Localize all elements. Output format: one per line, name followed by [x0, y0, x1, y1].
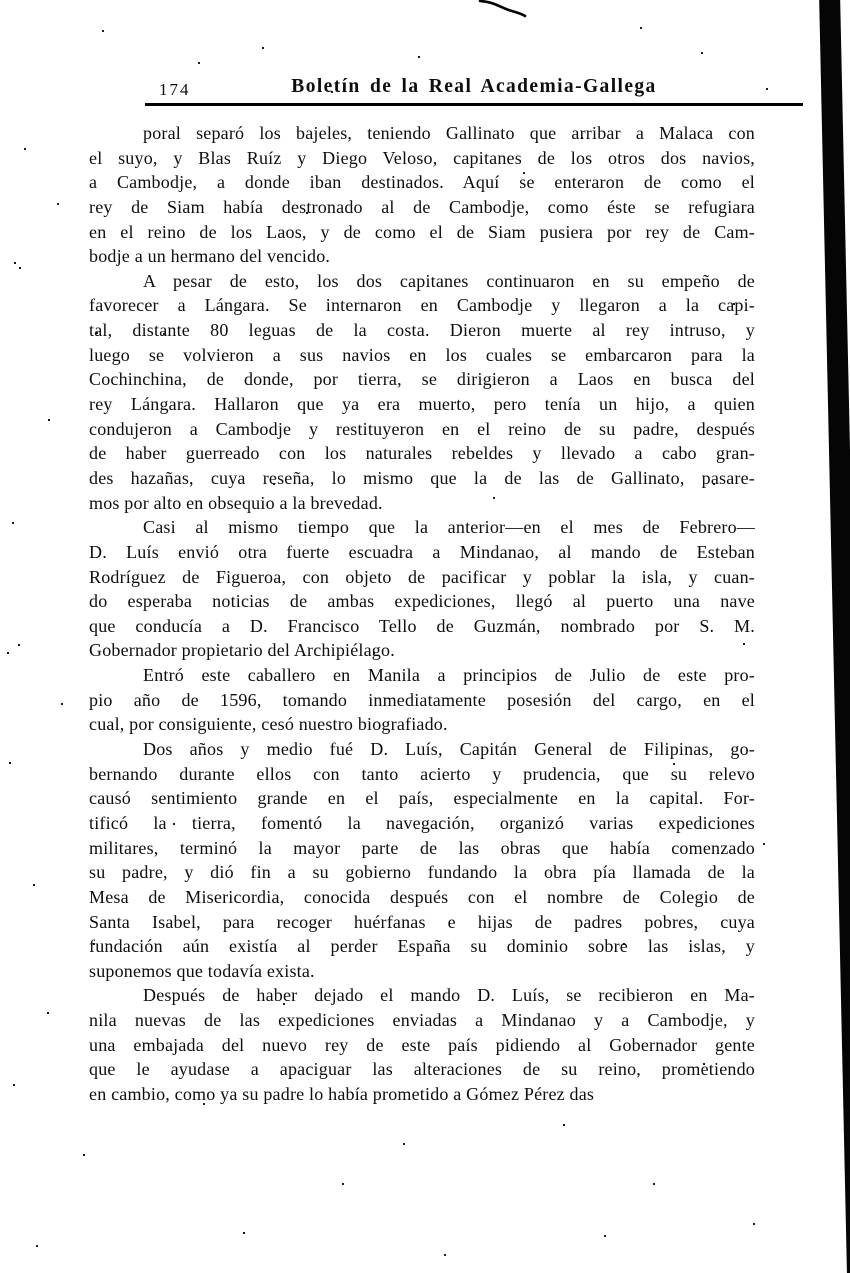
text-line: tal, distante 80 leguas de la costa. Dieron muerte al rey intruso, y [89, 320, 755, 341]
text-line: mos por alto en obsequio a la brevedad. [89, 492, 383, 513]
text-line: causó sentimiento grande en el país, especialmente en la capital. For- [89, 788, 755, 809]
page-body [89, 121, 755, 1107]
text-line: favorecer a Lángara. Se internaron en Cambodje y llegaron a la capi- [89, 295, 755, 316]
text-line: Casi al mismo tiempo que la anterior—en el mes de Febrero— [143, 517, 755, 538]
paragraph [89, 121, 755, 269]
text-line: pio año de 1596, tomando inmediatamente posesión del cargo, en el [89, 689, 755, 710]
page-number: 174 [159, 80, 191, 99]
text-line: tificó la tierra, fomentó la navegación, organizó varias expediciones [89, 812, 755, 833]
paragraph [89, 515, 755, 663]
text-line: suponemos que todavía exista. [89, 960, 315, 981]
binding-shadow [819, 0, 850, 1273]
text-line: que conducía a D. Francisco Tello de Guzmán, nombrado por S. M. [89, 615, 755, 636]
scan-noise-speckles [0, 0, 2, 2]
scan-scratch-mark-icon [478, 0, 528, 20]
header-rule [145, 103, 803, 106]
text-line: rey de Siam había destronado al de Cambodje, como éste se refugiara [89, 196, 755, 217]
text-line: que le ayudase a apaciguar las alteraciones de su reino, prometiendo [89, 1059, 755, 1080]
text-line: fundación aún existía al perder España su dominio sobre las islas, y [89, 936, 755, 957]
paragraph [89, 663, 755, 737]
text-line: A pesar de esto, los dos capitanes continuaron en su empeño de [143, 270, 755, 291]
text-line: de haber guerreado con los naturales rebeldes y llevado a cabo gran- [89, 443, 755, 464]
text-line: Mesa de Misericordia, conocida después con el nombre de Colegio de [89, 886, 755, 907]
text-line: luego se volvieron a sus navios en los cuales se embarcaron para la [89, 344, 755, 365]
paragraph [89, 737, 755, 983]
text-line: D. Luís envió otra fuerte escuadra a Mindanao, al mando de Esteban [89, 541, 755, 562]
page-header [145, 76, 803, 104]
text-line: Cochinchina, de donde, por tierra, se dirigieron a Laos en busca del [89, 369, 755, 390]
text-line: Santa Isabel, para recoger huérfanas e hijas de padres pobres, cuya [89, 911, 755, 932]
text-line: Entró este caballero en Manila a principios de Julio de este pro- [143, 665, 755, 686]
text-line: nila nuevas de las expediciones enviadas a Mindanao y a Cambodje, y [89, 1010, 755, 1031]
text-line: Dos años y medio fué D. Luís, Capitán General de Filipinas, go- [143, 739, 755, 760]
text-line: militares, terminó la mayor parte de las obras que había comenzado [89, 837, 755, 858]
text-line: Rodríguez de Figueroa, con objeto de pacificar y poblar la isla, y cuan- [89, 566, 755, 587]
text-line: Gobernador propietario del Archipiélago. [89, 640, 395, 661]
text-line: condujeron a Cambodje y restituyeron en el reino de su padre, después [89, 418, 755, 439]
text-line: su padre, y dió fin a su gobierno fundando la obra pía llamada de la [89, 862, 755, 883]
text-line: en el reino de los Laos, y de como el de Siam pusiera por rey de Cam- [89, 221, 755, 242]
text-line: el suyo, y Blas Ruíz y Diego Veloso, capitanes de los otros dos navios, [89, 147, 755, 168]
text-line: bernando durante ellos con tanto acierto y prudencia, que su relevo [89, 763, 755, 784]
text-line: bodje a un hermano del vencido. [89, 246, 331, 267]
text-line: cual, por consiguiente, cesó nuestro biografiado. [89, 714, 448, 735]
paragraph [89, 269, 755, 515]
text-line: Después de haber dejado el mando D. Luís, se recibieron en Ma- [143, 985, 755, 1006]
text-line: a Cambodje, a donde iban destinados. Aquí se enteraron de como el [89, 172, 755, 193]
text-line: des hazañas, cuya reseña, lo mismo que la de las de Gallinato, pasare- [89, 467, 755, 488]
text-line: do esperaba noticias de ambas expediciones, llegó al puerto una nave [89, 591, 755, 612]
text-line: una embajada del nuevo rey de este país pidiendo al Gobernador gente [89, 1034, 755, 1055]
paragraph [89, 983, 755, 1106]
text-line: poral separó los bajeles, teniendo Gallinato que arribar a Malaca con [143, 123, 755, 143]
journal-title: Boletín de la Real Academia-Gallega [291, 76, 657, 97]
text-line: rey Lángara. Hallaron que ya era muerto, pero tenía un hijo, a quien [89, 394, 755, 415]
text-line: en cambio, como ya su padre lo había prometido a Gómez Pérez das [89, 1083, 595, 1104]
